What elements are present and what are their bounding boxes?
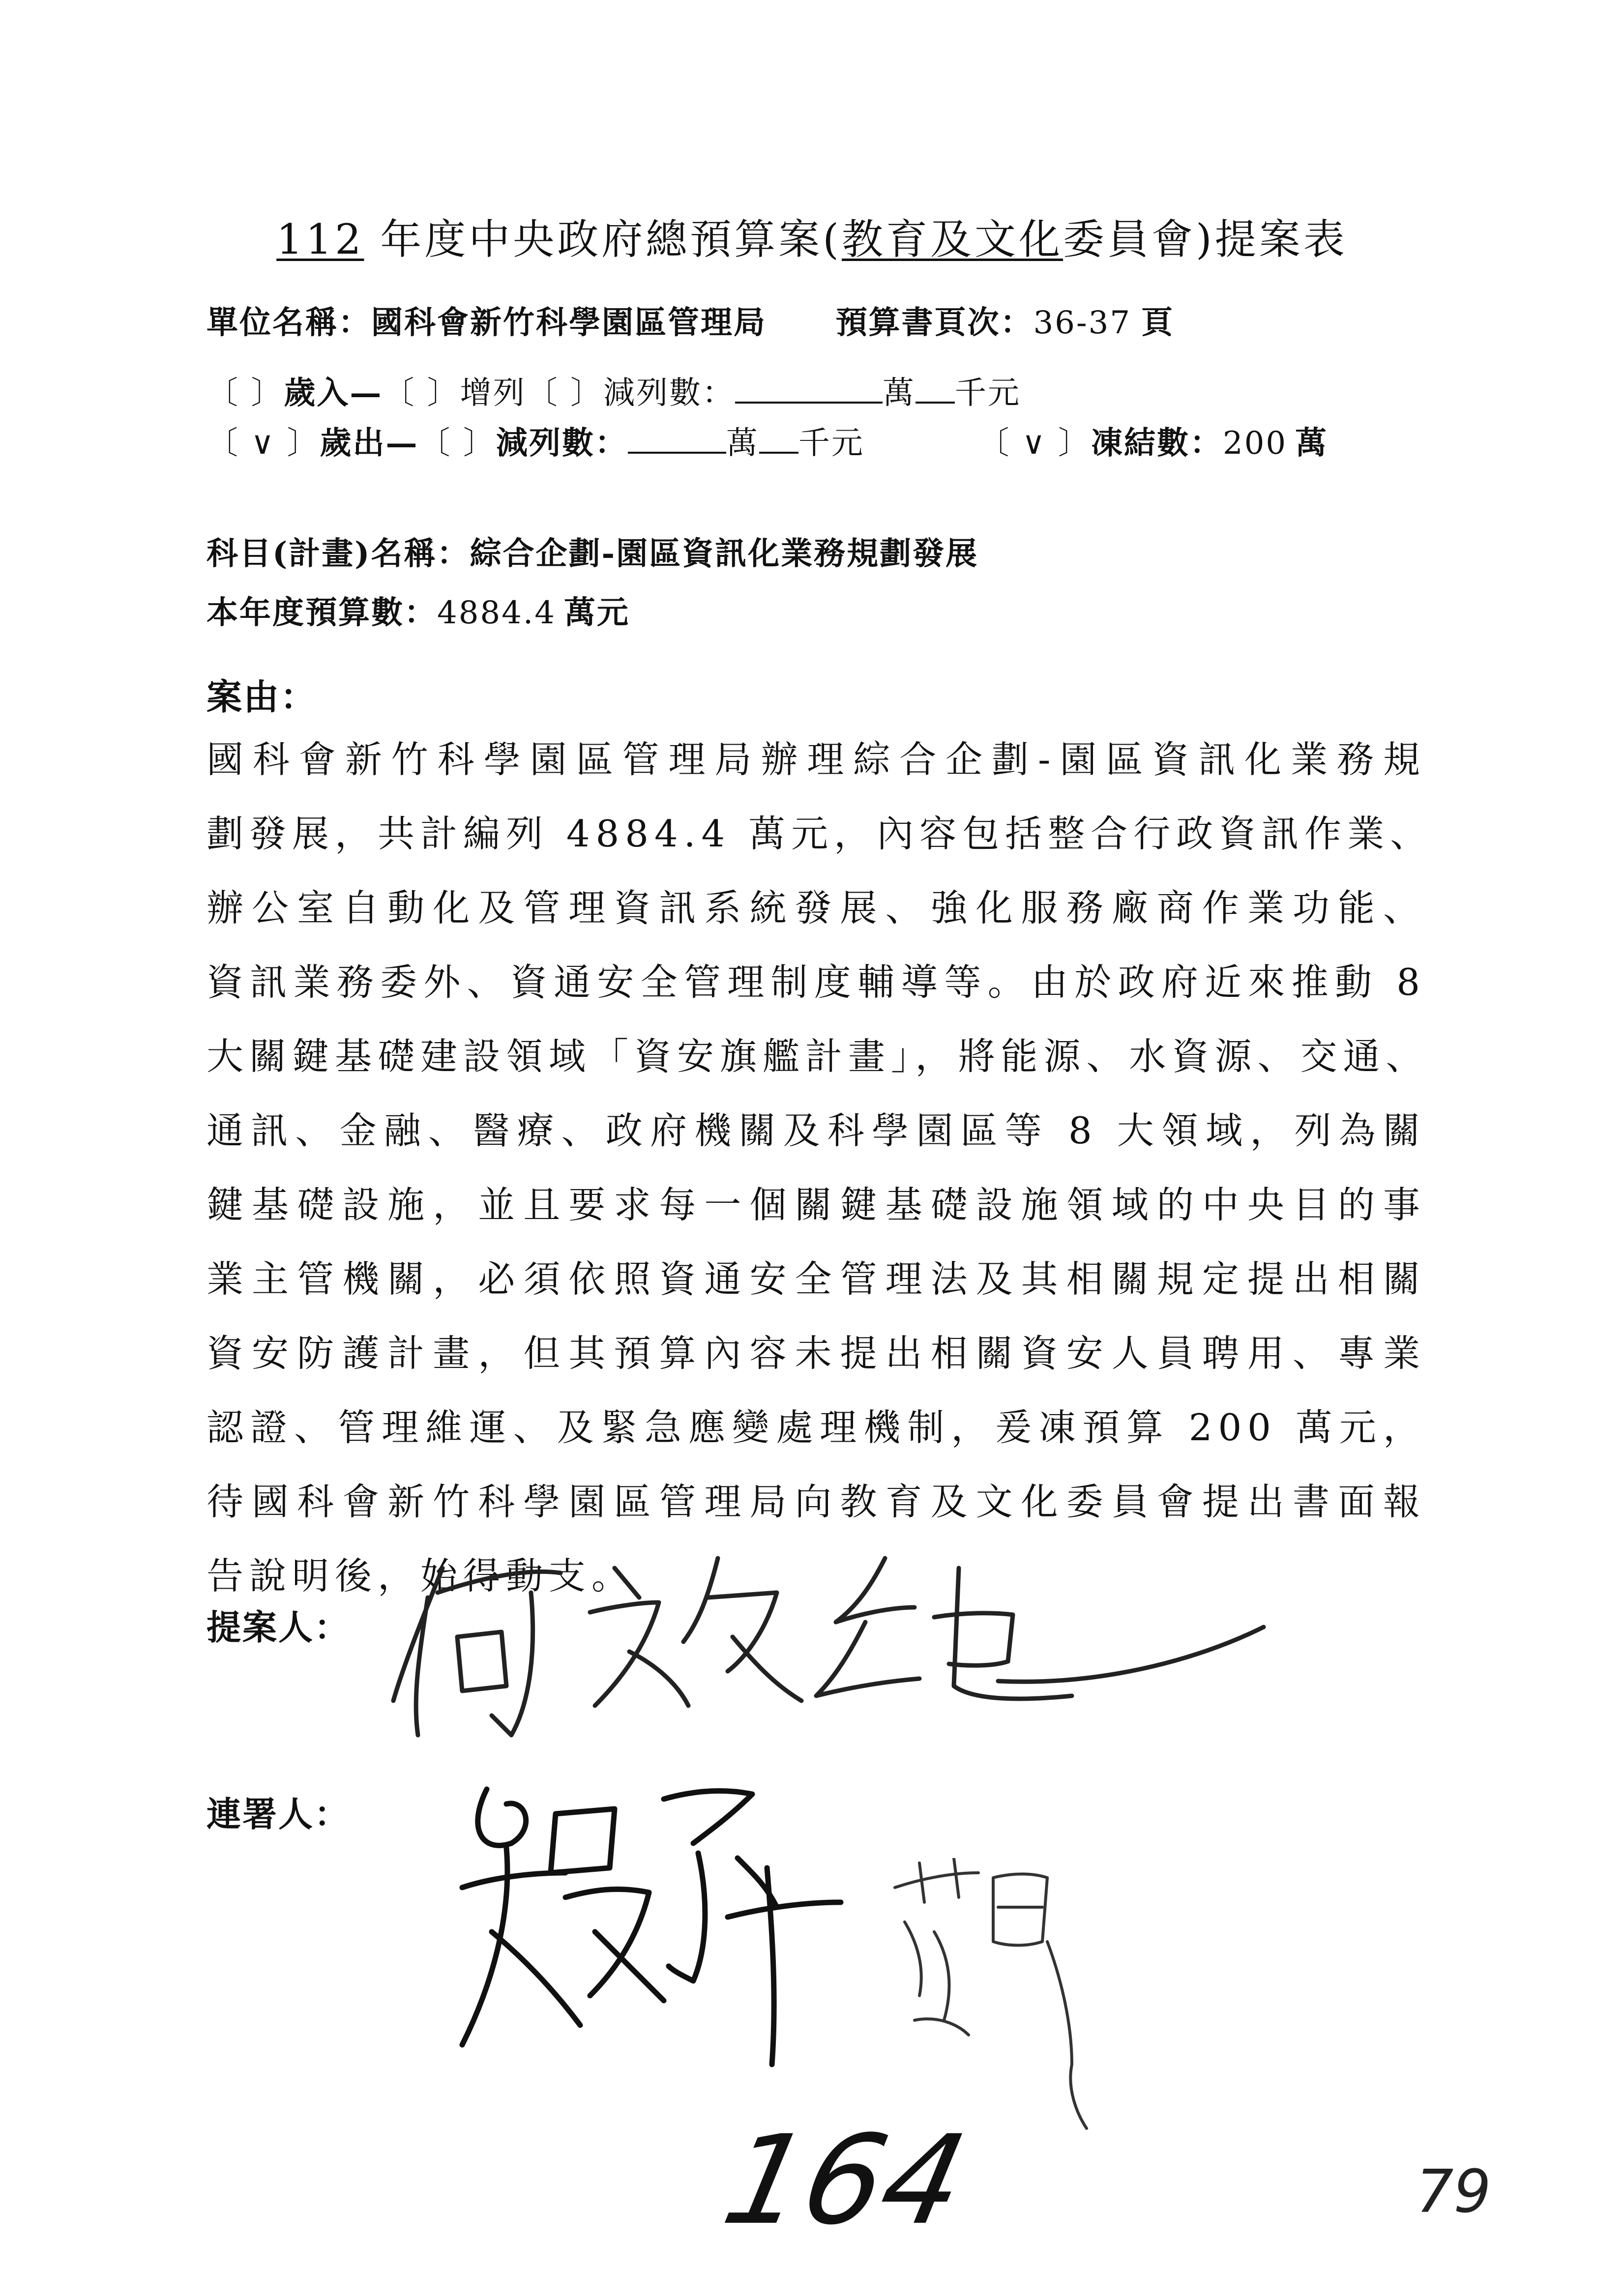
reason-line: 業主管機關，必須依照資通安全管理法及其相關規定提出相關 — [207, 1257, 1426, 1301]
reason-line: 資安防護計畫，但其預算內容未提出相關資安人員聘用、專業 — [207, 1332, 1426, 1375]
cosigner-label: 連署人： — [207, 1794, 350, 1834]
freeze-unit: 萬 — [1295, 425, 1329, 462]
revenue-wan-blank — [735, 375, 883, 404]
subject-line — [207, 528, 978, 574]
expense-qian: 千元 — [798, 425, 864, 462]
reason-line: 告說明後，始得動支。 — [207, 1554, 635, 1598]
form-title — [0, 206, 1624, 266]
reason-label: 案由： — [207, 676, 318, 718]
expense-cut-label: 減列數： — [496, 425, 628, 462]
title-part-1: 年度中央政府總預算案( — [364, 215, 842, 263]
title-year: 112 — [276, 215, 364, 263]
reason-line: 劃發展，共計編列 4884.4 萬元，內容包括整合行政資訊作業、 — [207, 812, 1433, 855]
revenue-label: 歲入— — [284, 375, 383, 411]
expense-wan: 萬 — [726, 425, 759, 462]
unit-value: 國科會新竹科學園區管理局 — [371, 304, 767, 341]
revenue-add: 〔 〕增列 — [383, 375, 526, 411]
subject-value: 綜合企劃-園區資訊化業務規劃發展 — [470, 535, 979, 572]
expense-qian-blank — [759, 425, 798, 454]
budget-value: 4884.4 — [437, 595, 556, 631]
page-label: 預算書頁次： — [835, 304, 1033, 341]
revenue-qian-blank — [915, 375, 955, 404]
budget-line — [207, 587, 630, 633]
cosigner-signature-1 — [452, 1770, 856, 2074]
budget-unit: 萬元 — [563, 594, 630, 631]
unit-label: 單位名稱： — [207, 304, 371, 341]
subject-label: 科目(計畫)名稱： — [207, 535, 470, 572]
unit-line — [207, 297, 1174, 343]
expense-checkbox: 〔 ∨ 〕 — [207, 425, 320, 462]
freeze-checkbox: 〔 ∨ 〕 — [977, 425, 1091, 462]
revenue-wan: 萬 — [883, 375, 916, 411]
reason-line: 認證、管理維運、及緊急應變處理機制，爰凍預算 200 萬元， — [207, 1406, 1426, 1449]
reason-line: 通訊、金融、醫療、政府機關及科學園區等 8 大領域，列為關 — [207, 1109, 1426, 1152]
proposer-label: 提案人： — [207, 1607, 350, 1648]
cosigner-signature-2 — [885, 1858, 1096, 2133]
reason-line: 鍵基礎設施，並且要求每一個關鍵基礎設施領域的中央目的事 — [207, 1183, 1426, 1226]
reason-line: 國科會新竹科學園區管理局辦理綜合企劃-園區資訊化業務規 — [207, 738, 1426, 781]
proposer-signature — [384, 1539, 1318, 1755]
revenue-qian: 千元 — [955, 375, 1021, 411]
reason-line: 大關鍵基礎建設領域「資安旗艦計畫」，將能源、水資源、交通、 — [207, 1035, 1429, 1078]
expense-wan-blank — [628, 425, 726, 454]
revenue-checkbox: 〔 〕 — [207, 375, 284, 411]
revenue-cut: 〔 〕減列數： — [526, 375, 736, 411]
revenue-line — [207, 368, 1021, 413]
page-suffix: 頁 — [1141, 304, 1175, 341]
freeze-label: 凍結數： — [1091, 425, 1223, 462]
page-value: 36-37 — [1033, 305, 1132, 341]
expense-line — [207, 418, 1328, 463]
expense-label: 歲出— — [320, 425, 419, 462]
expense-cut-checkbox: 〔 〕 — [418, 425, 496, 462]
freeze-value: 200 — [1222, 425, 1288, 462]
budget-label: 本年度預算數： — [207, 594, 437, 631]
page-number: 79 — [1416, 2158, 1491, 2226]
handwritten-number: 164 — [712, 2109, 978, 2252]
reason-line: 資訊業務委外、資通安全管理制度輔導等。由於政府近來推動 8 — [207, 960, 1426, 1004]
title-committee: 教育及文化 — [842, 215, 1063, 263]
title-part-2: 委員會)提案表 — [1063, 215, 1348, 263]
reason-body — [207, 723, 1433, 1613]
reason-line: 辦公室自動化及管理資訊系統發展、強化服務廠商作業功能、 — [207, 886, 1426, 930]
reason-line: 待國科會新竹科學園區管理局向教育及文化委員會提出書面報 — [207, 1480, 1426, 1523]
